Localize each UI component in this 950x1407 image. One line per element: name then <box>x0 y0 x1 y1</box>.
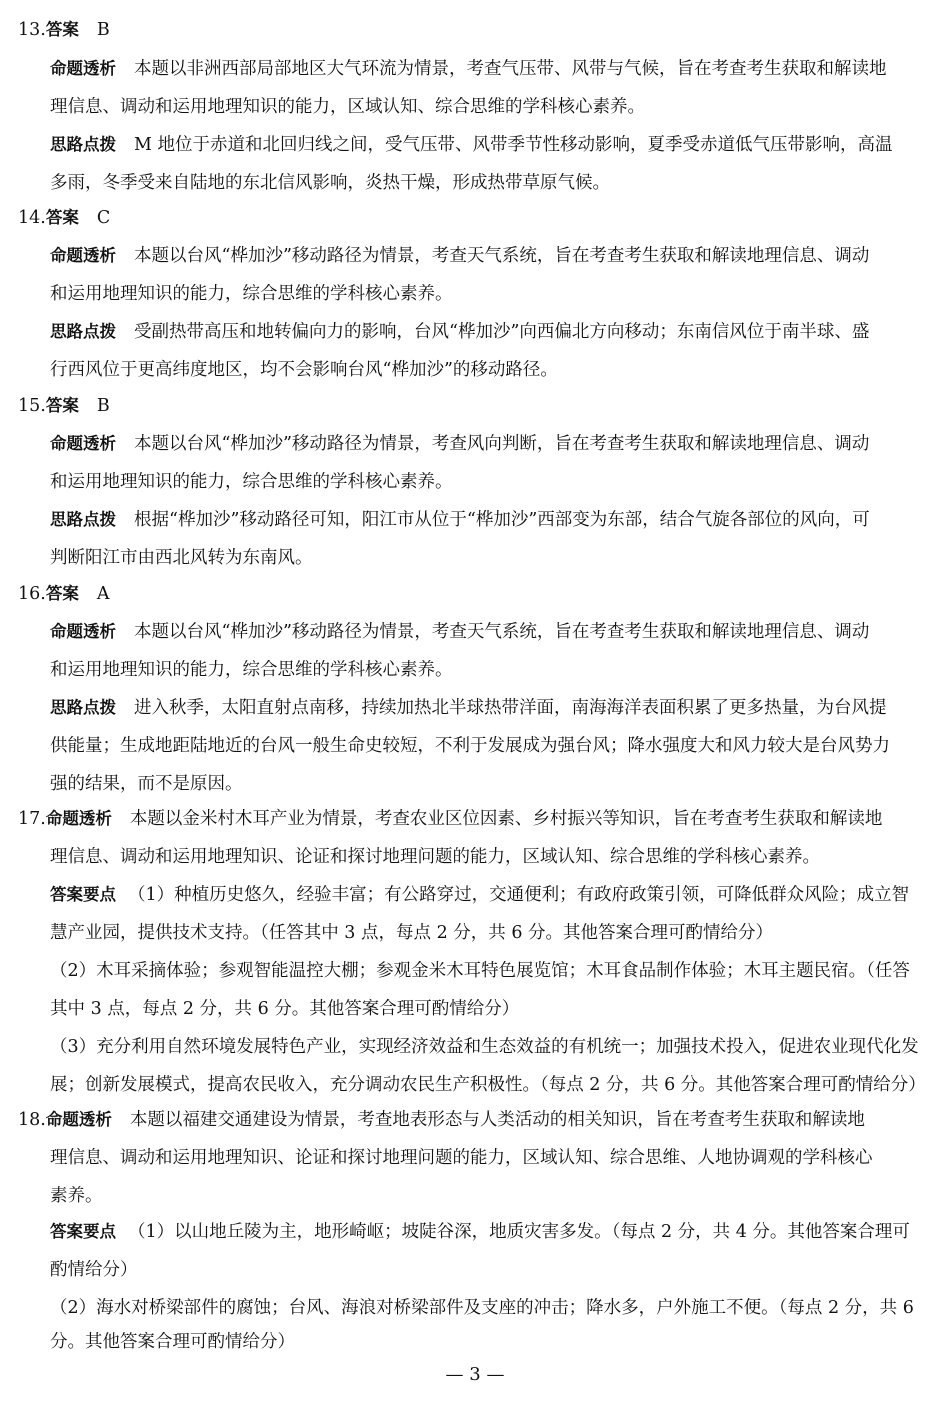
hint-text: 多雨，冬季受来自陆地的东北信风影响，炎热干燥，形成热带草原气候。 <box>50 173 610 193</box>
answer-label: 答案 <box>45 208 79 227</box>
q18-analysis-line-3 <box>0 1184 950 1208</box>
q18-analysis-line-2 <box>0 1146 950 1170</box>
q13-hint-line-2 <box>0 171 950 195</box>
hint-text: 进入秋季，太阳直射点南移，持续加热北半球热带洋面，南海海洋表面积累了更多热量，为台风提 <box>134 698 887 718</box>
q16-answer-line <box>0 582 950 606</box>
hint-text: 强的结果，而不是原因。 <box>50 774 243 794</box>
q18-point1-line-1 <box>0 1220 950 1244</box>
q17-point1-line-1 <box>0 883 950 907</box>
q17-point3-line-2 <box>0 1073 950 1097</box>
q15-analysis-line-1 <box>0 432 950 456</box>
answer-value: B <box>96 396 110 416</box>
q18-point2-line-2 <box>0 1330 950 1354</box>
answer-value: C <box>96 208 111 228</box>
answer-label: 答案 <box>45 20 79 39</box>
analysis-text: 理信息、调动和运用地理知识、论证和探讨地理问题的能力，区域认知、综合思维、人地协调观的学科核心 <box>50 1148 873 1168</box>
analysis-label: 命题透析 <box>50 622 116 641</box>
analysis-label: 命题透析 <box>45 809 112 828</box>
q18-point2-line-1 <box>0 1296 950 1320</box>
q15-hint-line-2 <box>0 546 950 570</box>
answer-label: 答案 <box>45 584 79 603</box>
analysis-text: 本题以金米村木耳产业为情景，考查农业区位因素、乡村振兴等知识，旨在考查考生获取和解读地 <box>129 809 883 829</box>
analysis-text: 本题以福建交通建设为情景，考查地表形态与人类活动的相关知识，旨在考查考生获取和解读地 <box>129 1110 865 1130</box>
hint-text: 根据“桦加沙”移动路径可知，阳江市从位于“桦加沙”西部变为东部，结合气旋各部位的风向，可 <box>134 510 870 530</box>
q16-hint-line-3 <box>0 772 950 796</box>
q14-hint-line-2 <box>0 358 950 382</box>
hint-label: 思路点拨 <box>50 698 116 717</box>
analysis-label: 命题透析 <box>50 59 116 78</box>
q16-analysis-line-1 <box>0 620 950 644</box>
analysis-text: 和运用地理知识的能力，综合思维的学科核心素养。 <box>50 284 453 304</box>
q15-answer-line <box>0 394 950 418</box>
point-text: 展；创新发展模式，提高农民收入，充分调动农民生产积极性。（每点 2 分，共 6 分。其他答案合理可酌情给分） <box>50 1075 926 1095</box>
page-number: — 3 — <box>445 1364 505 1385</box>
analysis-text: 理信息、调动和运用地理知识的能力，区域认知、综合思维的学科核心素养。 <box>50 97 645 117</box>
q18-analysis-line-1 <box>0 1108 950 1132</box>
analysis-text: 和运用地理知识的能力，综合思维的学科核心素养。 <box>50 660 453 680</box>
question-number: 14. <box>18 208 46 228</box>
question-number: 15. <box>18 396 46 416</box>
q15-hint-line-1 <box>0 508 950 532</box>
analysis-text: 理信息、调动和运用地理知识、论证和探讨地理问题的能力，区域认知、综合思维的学科核心素养。 <box>50 847 820 867</box>
q16-analysis-line-2 <box>0 658 950 682</box>
q16-hint-line-2 <box>0 734 950 758</box>
q17-analysis-line-1 <box>0 807 950 831</box>
q13-analysis-line-1 <box>0 57 950 81</box>
analysis-text: 和运用地理知识的能力，综合思维的学科核心素养。 <box>50 472 453 492</box>
q16-hint-line-1 <box>0 696 950 720</box>
q13-analysis-line-2 <box>0 95 950 119</box>
q13-answer-line <box>0 18 950 42</box>
q14-analysis-line-1 <box>0 244 950 268</box>
point-text: （2）海水对桥梁部件的腐蚀；台风、海浪对桥梁部件及支座的冲击；降水多，户外施工不便。（每点 2 分，共 6 <box>50 1298 914 1318</box>
point-text: （1）以山地丘陵为主，地形崎岖；坡陡谷深，地质灾害多发。（每点 2 分，共 4 分。其他答案合理可 <box>128 1222 910 1242</box>
analysis-text: 本题以台风“桦加沙”移动路径为情景，考查风向判断，旨在考查考生获取和解读地理信息、调动 <box>134 434 870 454</box>
analysis-text: 本题以台风“桦加沙”移动路径为情景，考查天气系统，旨在考查考生获取和解读地理信息、调动 <box>134 246 870 266</box>
hint-text: 受副热带高压和地转偏向力的影响，台风“桦加沙”向西偏北方向移动；东南信风位于南半球、盛 <box>134 322 870 342</box>
hint-text: 行西风位于更高纬度地区，均不会影响台风“桦加沙”的移动路径。 <box>50 360 558 380</box>
point-text: （3）充分利用自然环境发展特色产业，实现经济效益和生态效益的有机统一；加强技术投入，促进农业现代化发 <box>50 1037 919 1057</box>
q17-analysis-line-2 <box>0 845 950 869</box>
point-text: 分。其他答案合理可酌情给分） <box>50 1332 295 1352</box>
key-points-label: 答案要点 <box>50 885 116 904</box>
question-number: 13. <box>18 20 46 40</box>
analysis-text: 素养。 <box>50 1186 103 1206</box>
q13-hint-line-1 <box>0 133 950 157</box>
q14-answer-line <box>0 206 950 230</box>
point-text: （2）木耳采摘体验；参观智能温控大棚；参观金米木耳特色展览馆；木耳食品制作体验；木耳主题民宿。（任答 <box>50 961 910 981</box>
answer-value: A <box>96 584 110 604</box>
analysis-text: 本题以非洲西部局部地区大气环流为情景，考查气压带、风带与气候，旨在考查考生获取和解读地 <box>134 59 887 79</box>
q17-point2-line-1 <box>0 959 950 983</box>
q15-analysis-line-2 <box>0 470 950 494</box>
question-number: 17. <box>18 809 46 829</box>
hint-label: 思路点拨 <box>50 135 116 154</box>
q18-point1-line-2 <box>0 1258 950 1282</box>
hint-text: 供能量；生成地距陆地近的台风一般生命史较短，不利于发展成为强台风；降水强度大和风力较大是台风势力 <box>50 736 890 756</box>
analysis-text: 本题以台风“桦加沙”移动路径为情景，考查天气系统，旨在考查考生获取和解读地理信息、调动 <box>134 622 870 642</box>
point-text: 其中 3 点，每点 2 分，共 6 分。其他答案合理可酌情给分） <box>50 999 520 1019</box>
q17-point1-line-2 <box>0 921 950 945</box>
question-number: 18. <box>18 1110 46 1130</box>
analysis-label: 命题透析 <box>45 1110 112 1129</box>
q17-point3-line-1 <box>0 1035 950 1059</box>
point-text: （1）种植历史悠久，经验丰富；有公路穿过，交通便利；有政府政策引领，可降低群众风险；成立智 <box>128 885 910 905</box>
analysis-label: 命题透析 <box>50 246 116 265</box>
answer-value: B <box>96 20 110 40</box>
answer-label: 答案 <box>45 396 79 415</box>
point-text: 酌情给分） <box>50 1260 138 1280</box>
hint-label: 思路点拨 <box>50 322 116 341</box>
q14-analysis-line-2 <box>0 282 950 306</box>
hint-label: 思路点拨 <box>50 510 116 529</box>
key-points-label: 答案要点 <box>50 1222 116 1241</box>
point-text: 慧产业园，提供技术支持。（任答其中 3 点，每点 2 分，共 6 分。其他答案合理可酌情给分） <box>50 923 774 943</box>
q17-point2-line-2 <box>0 997 950 1021</box>
hint-text: M 地位于赤道和北回归线之间，受气压带、风带季节性移动影响，夏季受赤道低气压带影响，高温 <box>134 135 893 155</box>
hint-text: 判断阳江市由西北风转为东南风。 <box>50 548 313 568</box>
q14-hint-line-1 <box>0 320 950 344</box>
question-number: 16. <box>18 584 46 604</box>
analysis-label: 命题透析 <box>50 434 116 453</box>
